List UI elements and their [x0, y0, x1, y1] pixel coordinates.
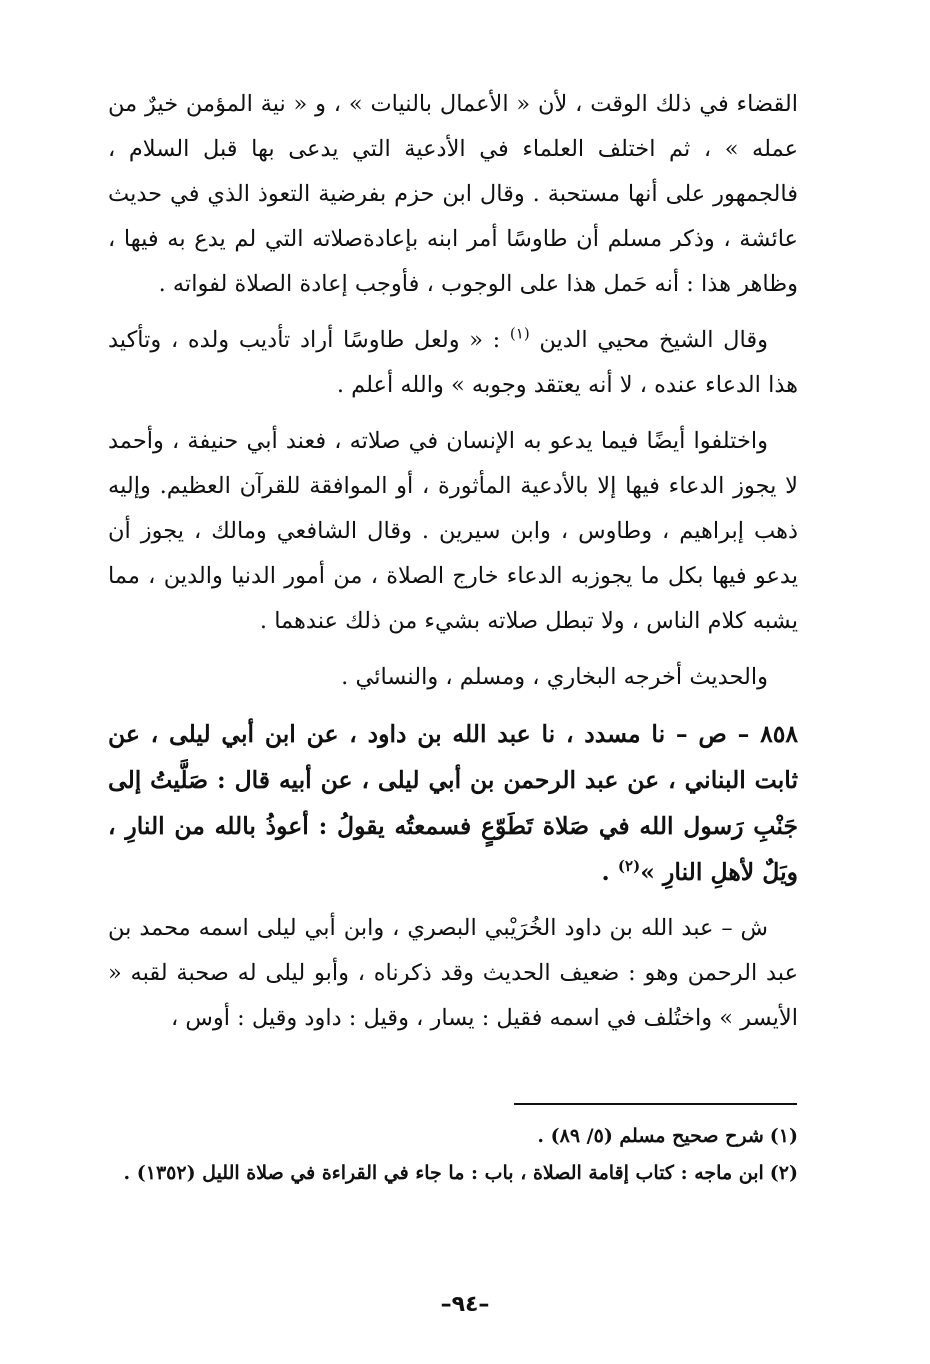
paragraph-2-text-start: وقال الشيخ محيي الدين — [539, 327, 769, 353]
paragraph-3 — [108, 419, 798, 644]
paragraph-4-text: والحديث أخرجه البخاري ، ومسلم ، والنسائي . — [341, 664, 768, 690]
footnote-ref-2[interactable]: (٢) — [617, 857, 641, 876]
main-text-block — [108, 82, 798, 1052]
footnote-2-text: ابن ماجه : كتاب إقامة الصلاة ، باب : ما جاء في القراءة في صلاة الليل (١٣٥٢) . — [123, 1162, 764, 1184]
footnote-1 — [108, 1120, 798, 1153]
hadith-text-end: . — [601, 858, 610, 886]
commentary-text: ش – عبد الله بن داود الخُرَيْبي البصري ، وابن أبي ليلى اسمه محمد بن عبد الرحمن وهو : ضعيف الحديث وقد ذكرناه ، وأبو ليلى له صحبة لقبه « الأيسر » واختُلف في اسمه فقيل : يسار ، وقيل : داود وقيل : أوس ، — [108, 915, 798, 1031]
footnote-1-mark: (١) — [769, 1125, 798, 1147]
hadith-paragraph — [108, 711, 798, 895]
footnote-ref-1[interactable]: (١) — [509, 324, 530, 343]
page-number: –٩٤– — [440, 1292, 490, 1317]
paragraph-1 — [108, 82, 798, 307]
footnote-2 — [108, 1157, 798, 1190]
footnote-divider — [514, 1103, 797, 1105]
paragraph-2 — [108, 318, 798, 408]
hadith-number: ٨٥٨ — [760, 720, 799, 748]
paragraph-1-text: القضاء في ذلك الوقت ، لأن « الأعمال بالنيات » ، و « نية المؤمن خيرٌ من عمله » ، ثم اختلف العلماء في الأدعية التي يدعى بها قبل السلام ، فالجمهور على أنها مستحبة . وقال ابن حزم بفرضية التعوذ الذي في حديث عائشة ، وذكر مسلم أن طاوسًا أمر ابنه بإعادةصلاته التي لم يدع به فيها ، وظاهر هذا : أنه حَمل هذا على الوجوب ، فأوجب إعادة الصلاة لفواته . — [108, 91, 798, 297]
paragraph-3-text: واختلفوا أيضًا فيما يدعو به الإنسان في صلاته ، فعند أبي حنيفة ، وأحمد لا يجوز الدعاء فيها إلا بالأدعية المأثورة ، أو الموافقة للقرآن العظيم. وإليه ذهب إبراهيم ، وطاوس ، وابن سيرين . وقال الشافعي ومالك ، يجوز أن يدعو فيها بكل ما يجوزبه الدعاء خارج الصلاة ، من أمور الدنيا والدين ، مما يشبه كلام الناس ، ولا تبطل صلاته بشيء من ذلك عندهما . — [108, 428, 798, 634]
paragraph-4 — [108, 655, 798, 700]
hadith-text: – ص – نا مسدد ، نا عبد الله بن داود ، عن ابن أبي ليلى ، عن ثابت البناني ، عن عبد الرحمن بن أبي ليلى ، عن أبيه قال : صَلَّيتُ إلى جَنْبِ رَسول الله في صَلاة تَطَوّعٍ فسمعتُه يقولُ : أعوذُ بالله من النارِ ، ويَلٌ لأهلِ النارِ » — [108, 720, 798, 886]
footnotes-block — [108, 1120, 798, 1194]
commentary-paragraph — [108, 906, 798, 1041]
footnote-1-text: شرح صحيح مسلم (٥/ ٨٩) . — [537, 1125, 764, 1147]
footnote-2-mark: (٢) — [769, 1162, 798, 1184]
paragraph-2-text-end: : « ولعل طاوسًا أراد تأديب ولده ، وتأكيد هذا الدعاء عنده ، لا أنه يعتقد وجوبه » والله أعلم . — [108, 327, 798, 398]
